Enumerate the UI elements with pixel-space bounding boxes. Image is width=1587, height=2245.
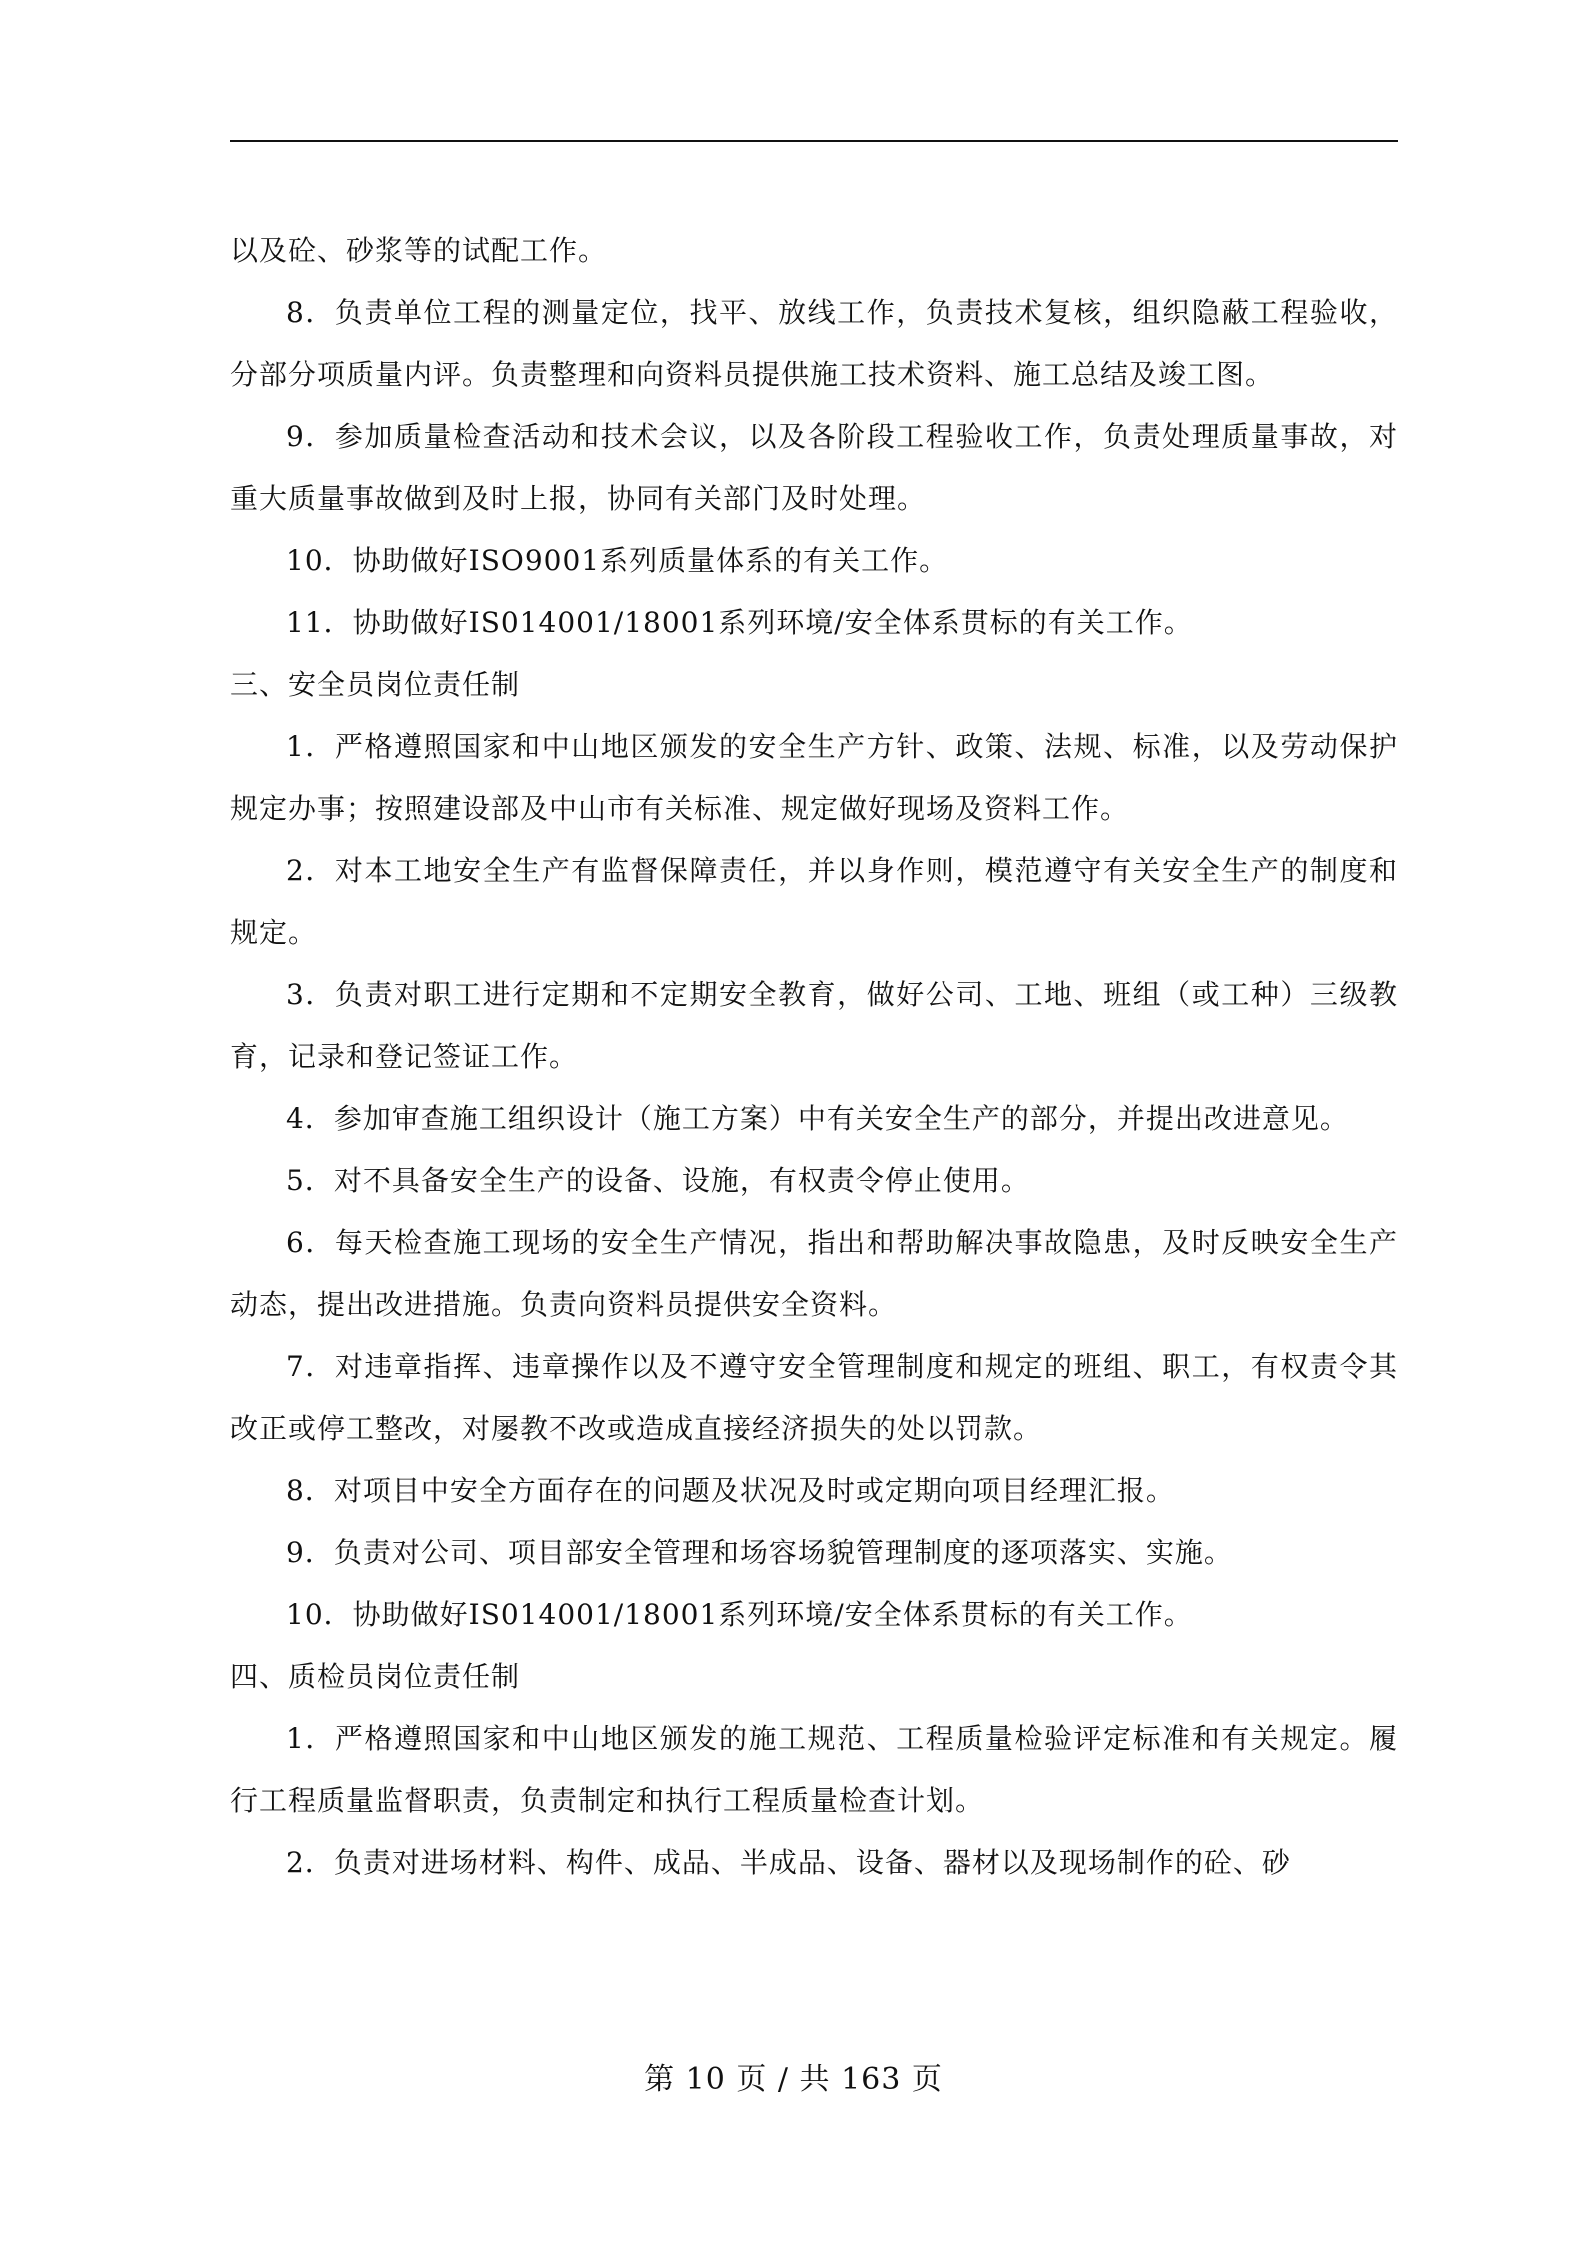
paragraph-item: 1．严格遵照国家和中山地区颁发的施工规范、工程质量检验评定标准和有关规定。履行工程质量监督职责，负责制定和执行工程质量检查计划。 xyxy=(230,1722,1398,1817)
paragraph-item: 5．对不具备安全生产的设备、设施，有权责令停止使用。 xyxy=(286,1164,1030,1197)
paragraph-item: 1．严格遵照国家和中山地区颁发的安全生产方针、政策、法规、标准，以及劳动保护规定办事；按照建设部及中山市有关标准、规定做好现场及资料工作。 xyxy=(230,730,1398,825)
paragraph-item: 9．参加质量检查活动和技术会议，以及各阶段工程验收工作，负责处理质量事故，对重大质量事故做到及时上报，协同有关部门及时处理。 xyxy=(230,420,1398,515)
header-rule xyxy=(230,140,1398,142)
paragraph-item: 2．对本工地安全生产有监督保障责任，并以身作则，模范遵守有关安全生产的制度和规定。 xyxy=(230,854,1398,949)
section-heading: 四、质检员岗位责任制 xyxy=(230,1660,521,1693)
section-heading: 三、安全员岗位责任制 xyxy=(230,668,521,701)
paragraph-continuation: 以及砼、砂浆等的试配工作。 xyxy=(230,234,608,267)
paragraph-item: 8．负责单位工程的测量定位，找平、放线工作，负责技术复核，组织隐蔽工程验收，分部分项质量内评。负责整理和向资料员提供施工技术资料、施工总结及竣工图。 xyxy=(230,296,1398,391)
paragraph-item: 8．对项目中安全方面存在的问题及状况及时或定期向项目经理汇报。 xyxy=(286,1474,1175,1507)
paragraph-item: 7．对违章指挥、违章操作以及不遵守安全管理制度和规定的班组、职工，有权责令其改正或停工整改，对屡教不改或造成直接经济损失的处以罚款。 xyxy=(230,1350,1398,1445)
page-footer: 第 10 页 / 共 163 页 xyxy=(644,2062,943,2097)
paragraph-item: 2．负责对进场材料、构件、成品、半成品、设备、器材以及现场制作的砼、砂 xyxy=(286,1846,1291,1879)
paragraph-item: 10．协助做好IS014001/18001系列环境/安全体系贯标的有关工作。 xyxy=(286,1598,1193,1631)
paragraph-item: 4．参加审查施工组织设计（施工方案）中有关安全生产的部分，并提出改进意见。 xyxy=(286,1102,1349,1135)
paragraph-item: 9．负责对公司、项目部安全管理和场容场貌管理制度的逐项落实、实施。 xyxy=(286,1536,1233,1569)
paragraph-item: 10．协助做好ISO9001系列质量体系的有关工作。 xyxy=(286,544,949,577)
paragraph-item: 6．每天检查施工现场的安全生产情况，指出和帮助解决事故隐患，及时反映安全生产动态，提出改进措施。负责向资料员提供安全资料。 xyxy=(230,1226,1398,1321)
paragraph-item: 11．协助做好IS014001/18001系列环境/安全体系贯标的有关工作。 xyxy=(286,606,1193,639)
paragraph-item: 3．负责对职工进行定期和不定期安全教育，做好公司、工地、班组（或工种）三级教育，记录和登记签证工作。 xyxy=(230,978,1398,1073)
document-body xyxy=(230,220,1398,1894)
